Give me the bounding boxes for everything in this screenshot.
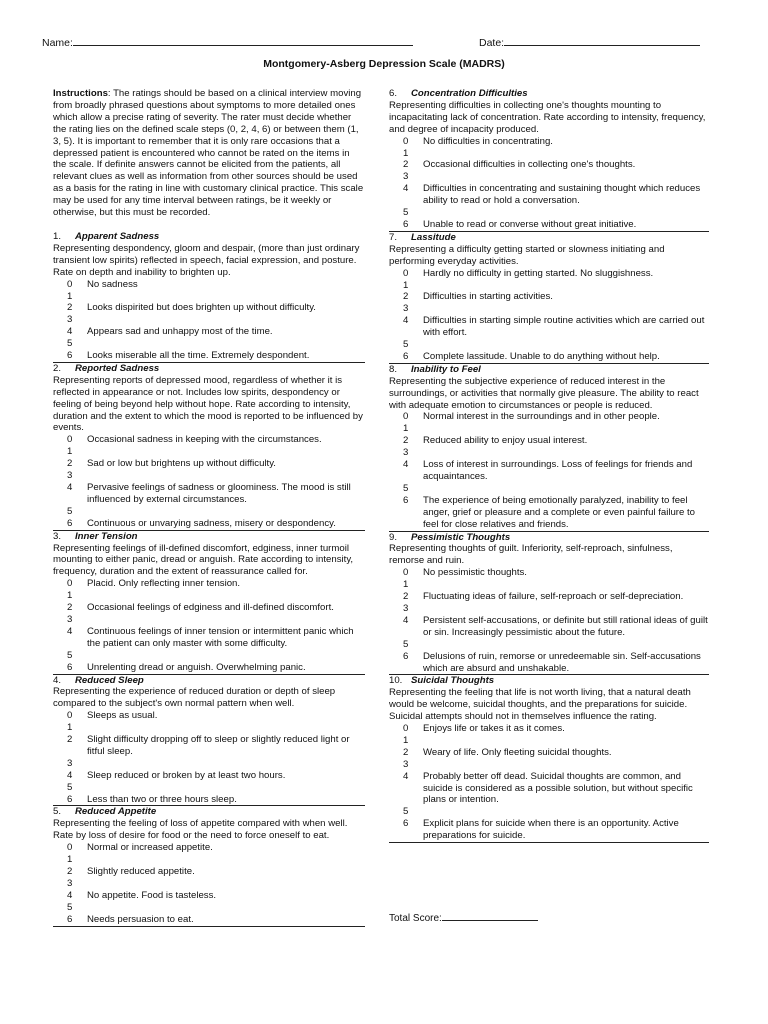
item-title: Inability to Feel	[411, 363, 481, 375]
rating-option[interactable]	[53, 482, 365, 506]
rating-value: 3	[67, 470, 73, 482]
date-blank-line[interactable]	[504, 35, 700, 46]
item-description: Representing thoughts of guilt. Inferiority, self-reproach, sinfulness, remorse and ruin.	[389, 543, 673, 567]
item-description: Representing the feeling of loss of appetite compared with when well. Rate by loss of desire for food or the need to force oneself to eat.	[53, 818, 348, 842]
rating-option[interactable]	[53, 710, 365, 722]
rating-value: 0	[67, 578, 73, 590]
rating-option[interactable]	[389, 207, 709, 219]
rating-option[interactable]	[389, 771, 709, 807]
rating-value: 1	[403, 423, 409, 435]
rating-description: Sad or low but brightens up without difficulty.	[87, 458, 276, 470]
rating-option[interactable]	[389, 435, 709, 447]
rating-option[interactable]	[389, 759, 709, 771]
rating-description	[423, 639, 709, 651]
rating-option[interactable]	[53, 506, 365, 518]
rating-value: 4	[403, 183, 409, 195]
rating-description: Sleeps as usual.	[87, 710, 158, 722]
rating-value: 3	[403, 447, 409, 459]
item-section	[389, 232, 709, 364]
rating-option[interactable]	[53, 614, 365, 626]
rating-option[interactable]	[389, 567, 709, 579]
item-title: Concentration Difficulties	[411, 88, 528, 99]
right-sections	[389, 88, 709, 843]
rating-value: 3	[67, 314, 73, 326]
rating-option[interactable]	[53, 578, 365, 590]
item-title: Reduced Sleep	[75, 674, 144, 686]
rating-option[interactable]	[389, 268, 709, 280]
rating-option[interactable]	[389, 735, 709, 747]
item-heading	[389, 364, 709, 376]
item-description: Representing the feeling that life is not worth living, that a natural death would be welcome, suicidal thoughts, and the preparations for suicide. Suicidal attempts should not in themselves influence the rating.	[389, 687, 691, 723]
rating-value: 6	[67, 793, 73, 805]
rating-description	[423, 806, 709, 818]
rating-option[interactable]	[53, 314, 365, 326]
rating-description	[423, 339, 709, 351]
rating-description: Explicit plans for suicide when there is an opportunity. Active preparations for suicide.	[423, 818, 679, 842]
rating-value: 6	[67, 661, 73, 673]
rating-description: Pervasive feelings of sadness or gloominess. The mood is still influenced by external circumstances.	[87, 482, 351, 505]
rating-option[interactable]	[389, 747, 709, 759]
instructions	[53, 88, 365, 219]
item-section	[389, 532, 709, 676]
rating-value: 5	[403, 638, 409, 650]
rating-description	[87, 314, 365, 326]
rating-value: 3	[403, 171, 409, 183]
rating-value: 1	[67, 854, 73, 866]
rating-option[interactable]	[389, 183, 709, 207]
rating-description: Occasional sadness in keeping with the circumstances.	[87, 434, 322, 446]
rating-description	[87, 470, 365, 482]
rating-value: 1	[403, 579, 409, 591]
rating-option[interactable]	[389, 339, 709, 351]
rating-option[interactable]	[53, 458, 365, 470]
rating-option[interactable]	[53, 302, 365, 314]
item-title: Inner Tension	[75, 530, 138, 542]
rating-value: 1	[67, 446, 73, 458]
rating-value: 0	[403, 135, 409, 147]
rating-option[interactable]	[389, 219, 709, 232]
rating-option[interactable]	[389, 315, 709, 339]
item-number: 1.	[53, 230, 62, 242]
item-number: 4.	[53, 674, 62, 686]
item-description: Representing the experience of reduced duration or depth of sleep compared to the subject's own normal pattern when well.	[53, 686, 336, 710]
item-description: Representing feelings of ill-defined discomfort, edginess, inner turmoil mounting to either panic, dread or anguish. Rate according to intensity, frequency, duration and the extent of reassurance called for.	[53, 542, 354, 578]
rating-option[interactable]	[53, 434, 365, 446]
rating-option[interactable]	[389, 159, 709, 171]
rating-value: 5	[67, 781, 73, 793]
rating-description: Less than two or three hours sleep.	[87, 793, 237, 805]
rating-option[interactable]	[53, 878, 365, 890]
rating-option[interactable]	[53, 626, 365, 650]
item-heading	[53, 363, 365, 375]
header	[42, 35, 706, 51]
rating-description: Continuous or unvarying sadness, misery or despondency.	[87, 517, 336, 529]
rating-description: Normal or increased appetite.	[87, 842, 213, 854]
rating-option[interactable]	[53, 470, 365, 482]
rating-value: 0	[67, 434, 73, 446]
rating-value: 2	[403, 746, 409, 758]
rating-value: 0	[67, 710, 73, 722]
rating-value: 2	[67, 458, 73, 470]
rating-description	[423, 759, 709, 771]
rating-value: 4	[403, 315, 409, 327]
item-section	[389, 675, 709, 843]
rating-value: 5	[67, 649, 73, 661]
rating-description: Unable to read or converse without great initiative.	[423, 218, 637, 230]
rating-value: 5	[67, 338, 73, 350]
rating-option[interactable]	[389, 651, 709, 676]
rating-description	[423, 148, 709, 160]
rating-value: 2	[67, 602, 73, 614]
rating-option[interactable]	[389, 171, 709, 183]
rating-description: Enjoys life or takes it as it comes.	[423, 723, 565, 735]
rating-value: 3	[403, 602, 409, 614]
item-title: Suicidal Thoughts	[411, 675, 495, 687]
rating-option[interactable]	[53, 722, 365, 734]
rating-option[interactable]	[53, 590, 365, 602]
rating-value: 5	[67, 505, 73, 517]
rating-description: Weary of life. Only fleeting suicidal thoughts.	[423, 746, 612, 758]
rating-value: 2	[403, 159, 409, 171]
rating-description: No sadness	[87, 278, 138, 290]
rating-description: Looks dispirited but does brighten up without difficulty.	[87, 302, 316, 314]
rating-value: 1	[403, 734, 409, 746]
item-heading	[389, 675, 709, 687]
rating-description	[87, 291, 365, 303]
rating-value: 4	[67, 769, 73, 781]
rating-value: 4	[67, 326, 73, 338]
rating-value: 0	[67, 842, 73, 854]
rating-description: Reduced ability to enjoy usual interest.	[423, 435, 588, 447]
rating-option[interactable]	[53, 734, 365, 758]
rating-description: Occasional feelings of edginess and ill-defined discomfort.	[87, 602, 334, 614]
total-score-line[interactable]	[442, 910, 538, 921]
rating-option[interactable]	[53, 662, 365, 675]
name-label: Name:	[42, 37, 73, 49]
item-section	[53, 363, 365, 531]
item-description: Representing a difficulty getting started or slowness initiating and performing everyday activities.	[389, 243, 665, 267]
rating-option[interactable]	[53, 446, 365, 458]
rating-description: Hardly no difficulty in getting started. No sluggishness.	[423, 267, 654, 279]
rating-option[interactable]	[389, 818, 709, 843]
rating-description: Continuous feelings of inner tension or intermittent panic which the patient can only master with some difficulty.	[87, 625, 354, 649]
item-number: 8.	[389, 363, 398, 375]
item-heading	[53, 231, 365, 243]
rating-description	[423, 303, 709, 315]
rating-description	[423, 579, 709, 591]
item-heading	[389, 532, 709, 544]
rating-option[interactable]	[389, 280, 709, 292]
item-title: Reported Sadness	[75, 362, 160, 374]
item-number: 6.	[389, 88, 398, 99]
item-heading	[389, 88, 709, 100]
rating-description	[87, 902, 365, 914]
date-field[interactable]	[479, 35, 700, 50]
rating-description: Difficulties in concentrating and sustaining thought which reduces ability to read or hold a conversation.	[423, 183, 701, 207]
rating-description	[87, 590, 365, 602]
rating-value: 2	[67, 302, 73, 314]
rating-value: 2	[403, 291, 409, 303]
rating-description: No pessimistic thoughts.	[423, 567, 527, 579]
item-title: Apparent Sadness	[75, 230, 160, 242]
rating-description	[87, 338, 365, 350]
rating-description	[423, 483, 709, 495]
rating-value: 1	[403, 147, 409, 159]
rating-option[interactable]	[53, 338, 365, 350]
rating-value: 0	[403, 267, 409, 279]
rating-description: Delusions of ruin, remorse or unredeemable sin. Self-accusations which are absurd and unshakable.	[423, 650, 701, 674]
left-sections	[53, 231, 365, 927]
rating-value: 4	[403, 770, 409, 782]
rating-value: 5	[403, 207, 409, 219]
rating-option[interactable]	[53, 758, 365, 770]
rating-description	[87, 878, 365, 890]
item-title: Reduced Appetite	[75, 806, 157, 818]
right-column	[389, 88, 709, 843]
rating-value: 1	[67, 290, 73, 302]
item-description: Representing despondency, gloom and despair, (more than just ordinary transient low spirits) reflected in speech, facial expression, and posture. Rate on depth and inability to brighten up.	[53, 242, 360, 278]
rating-value: 4	[67, 625, 73, 637]
rating-value: 6	[403, 650, 409, 662]
rating-description: Looks miserable all the time. Extremely despondent.	[87, 350, 310, 362]
rating-value: 6	[67, 913, 73, 925]
item-number: 9.	[389, 531, 398, 543]
rating-option[interactable]	[389, 603, 709, 615]
name-field[interactable]	[42, 35, 413, 50]
rating-value: 0	[403, 567, 409, 579]
rating-option[interactable]	[389, 291, 709, 303]
rating-value: 3	[67, 613, 73, 625]
item-section	[53, 806, 365, 926]
rating-option[interactable]	[53, 866, 365, 878]
rating-description: No appetite. Food is tasteless.	[87, 889, 217, 901]
rating-value: 4	[403, 459, 409, 471]
rating-value: 0	[403, 723, 409, 735]
rating-value: 6	[67, 350, 73, 362]
item-heading	[53, 531, 365, 543]
rating-description: Persistent self-accusations, or definite but still rational ideas of guilt or sin. Increasingly pessimistic about the future.	[423, 614, 708, 638]
instructions-text: : The ratings should be based on a clinical interview moving from broadly phrased questions about symptoms to more detailed ones which allow a precise rating of severity. The rater must decide whether the rating lies on the defined scale steps (0, 2, 4, 6) or between them (1, 3, 5). It is important to remember that it is only rare occasions that a depressed patient is encountered who cannot be rated on the items in the scale. If definite answers cannot be elicited from the patients, all relevant clues as well as information from other sources should be used as a basis for the rating in line with customary clinical practice. This scale may be used for any time interval between ratings, be it weekly or otherwise, but this must be recorded.	[53, 88, 364, 219]
rating-description: Fluctuating ideas of failure, self-reproach or self-depreciation.	[423, 591, 684, 603]
rating-value: 2	[67, 734, 73, 746]
item-number: 3.	[53, 530, 62, 542]
rating-option[interactable]	[389, 591, 709, 603]
rating-value: 6	[403, 818, 409, 830]
rating-value: 3	[67, 757, 73, 769]
rating-value: 2	[67, 866, 73, 877]
rating-option[interactable]	[53, 914, 365, 927]
rating-value: 6	[403, 218, 409, 230]
rating-option[interactable]	[53, 902, 365, 914]
rating-value: 1	[67, 590, 73, 602]
rating-description	[87, 446, 365, 458]
rating-description	[423, 280, 709, 292]
rating-option[interactable]	[389, 447, 709, 459]
rating-description	[423, 603, 709, 615]
rating-description	[87, 854, 365, 866]
rating-description	[87, 506, 365, 518]
rating-option[interactable]	[53, 650, 365, 662]
rating-description: Appears sad and unhappy most of the time.	[87, 326, 273, 338]
rating-value: 6	[67, 517, 73, 529]
rating-description: No difficulties in concentrating.	[423, 135, 553, 147]
rating-value: 6	[403, 350, 409, 362]
rating-option[interactable]	[389, 411, 709, 423]
date-label: Date:	[479, 37, 505, 49]
rating-value: 0	[403, 411, 409, 423]
item-number: 7.	[389, 231, 398, 243]
rating-value: 5	[403, 339, 409, 351]
item-heading	[53, 675, 365, 687]
item-description: Representing the subjective experience of reduced interest in the surroundings, or activities that normally give pleasure. The ability to react with adequate emotion to circumstances or people is reduced.	[389, 375, 699, 411]
item-section	[53, 531, 365, 675]
rating-description	[423, 423, 709, 435]
rating-option[interactable]	[389, 423, 709, 435]
rating-option[interactable]	[53, 518, 365, 531]
rating-option[interactable]	[53, 890, 365, 902]
item-title: Pessimistic Thoughts	[411, 531, 511, 543]
rating-value: 0	[67, 278, 73, 290]
instructions-label: Instructions	[53, 88, 108, 99]
rating-option[interactable]	[53, 602, 365, 614]
rating-description: Slightly reduced appetite.	[87, 866, 195, 877]
rating-option[interactable]	[389, 148, 709, 160]
item-section	[53, 231, 365, 363]
left-column	[53, 88, 365, 927]
rating-description: Sleep reduced or broken by at least two hours.	[87, 769, 286, 781]
rating-option[interactable]	[389, 806, 709, 818]
rating-option[interactable]	[53, 842, 365, 854]
rating-option[interactable]	[53, 326, 365, 338]
rating-description: Placid. Only reflecting inner tension.	[87, 578, 241, 590]
rating-option[interactable]	[389, 483, 709, 495]
rating-description: Occasional difficulties in collecting one's thoughts.	[423, 159, 636, 171]
rating-option[interactable]	[53, 279, 365, 291]
item-section	[389, 364, 709, 532]
rating-value: 5	[67, 901, 73, 913]
rating-value: 6	[403, 494, 409, 506]
rating-value: 1	[403, 279, 409, 291]
rating-description: Difficulties in starting simple routine activities which are carried out with effort.	[423, 315, 705, 339]
page-title: Montgomery-Asberg Depression Scale (MADRS)	[263, 58, 505, 70]
item-section	[389, 88, 709, 232]
item-description: Representing difficulties in collecting one's thoughts mounting to incapacitating lack of concentration. Rate according to intensity, frequency, and degree of incapacity produced.	[389, 99, 706, 135]
rating-description	[87, 758, 365, 770]
item-description: Representing reports of depressed mood, regardless of whether it is reflected in appearance or not. Includes low spirits, despondency or feeling of being beyond help without hope. Rate according to intensity, duration and the extent to which the mood is reported to be influenced by events.	[53, 374, 363, 434]
rating-description: Probably better off dead. Suicidal thoughts are common, and suicide is considered as a possible solution, but without specific plans or intention.	[423, 770, 693, 806]
rating-description: Slight difficulty dropping off to sleep or slightly reduced light or fitful sleep.	[87, 734, 350, 757]
rating-option[interactable]	[53, 770, 365, 782]
rating-value: 4	[67, 889, 73, 901]
rating-description: Difficulties in starting activities.	[423, 291, 553, 303]
rating-description: The experience of being emotionally paralyzed, inability to feel anger, grief or pleasure and a complete or even painful failure to feel for close relatives and friends.	[423, 494, 695, 530]
rating-value: 3	[67, 877, 73, 889]
rating-value: 4	[67, 482, 73, 493]
item-number: 2.	[53, 362, 62, 374]
item-number: 10.	[389, 675, 403, 687]
rating-description	[87, 722, 365, 734]
rating-value: 1	[67, 722, 73, 734]
rating-option[interactable]	[389, 495, 709, 532]
item-heading	[389, 232, 709, 244]
rating-description: Loss of interest in surroundings. Loss of feelings for friends and acquaintances.	[423, 459, 693, 482]
rating-value: 2	[403, 591, 409, 603]
total-score[interactable]	[389, 910, 538, 925]
rating-option[interactable]	[389, 136, 709, 148]
rating-value: 5	[403, 806, 409, 818]
item-section	[53, 675, 365, 807]
rating-value: 2	[403, 435, 409, 447]
rating-option[interactable]	[389, 351, 709, 364]
rating-value: 5	[403, 482, 409, 494]
rating-description	[423, 447, 709, 459]
rating-description	[87, 650, 365, 662]
rating-description	[87, 614, 365, 626]
rating-value: 3	[403, 758, 409, 770]
rating-option[interactable]	[53, 782, 365, 794]
rating-option[interactable]	[389, 303, 709, 315]
rating-description	[87, 782, 365, 794]
total-score-label: Total Score:	[389, 913, 442, 924]
rating-option[interactable]	[389, 579, 709, 591]
rating-description	[423, 171, 709, 183]
rating-option[interactable]	[389, 615, 709, 639]
rating-option[interactable]	[389, 459, 709, 483]
rating-description: Normal interest in the surroundings and in other people.	[423, 411, 660, 423]
item-title: Lassitude	[411, 231, 456, 243]
rating-description: Complete lassitude. Unable to do anything without help.	[423, 350, 660, 362]
rating-description	[423, 207, 709, 219]
rating-option[interactable]	[53, 794, 365, 807]
name-blank-line[interactable]	[73, 35, 413, 46]
rating-value: 3	[403, 303, 409, 315]
rating-option[interactable]	[53, 854, 365, 866]
rating-description: Unrelenting dread or anguish. Overwhelming panic.	[87, 661, 306, 673]
rating-option[interactable]	[53, 350, 365, 363]
rating-description: Needs persuasion to eat.	[87, 913, 194, 925]
rating-option[interactable]	[389, 639, 709, 651]
rating-value: 4	[403, 614, 409, 626]
rating-option[interactable]	[53, 291, 365, 303]
item-heading	[53, 806, 365, 818]
rating-option[interactable]	[389, 723, 709, 735]
item-number: 5.	[53, 806, 62, 818]
rating-description	[423, 735, 709, 747]
